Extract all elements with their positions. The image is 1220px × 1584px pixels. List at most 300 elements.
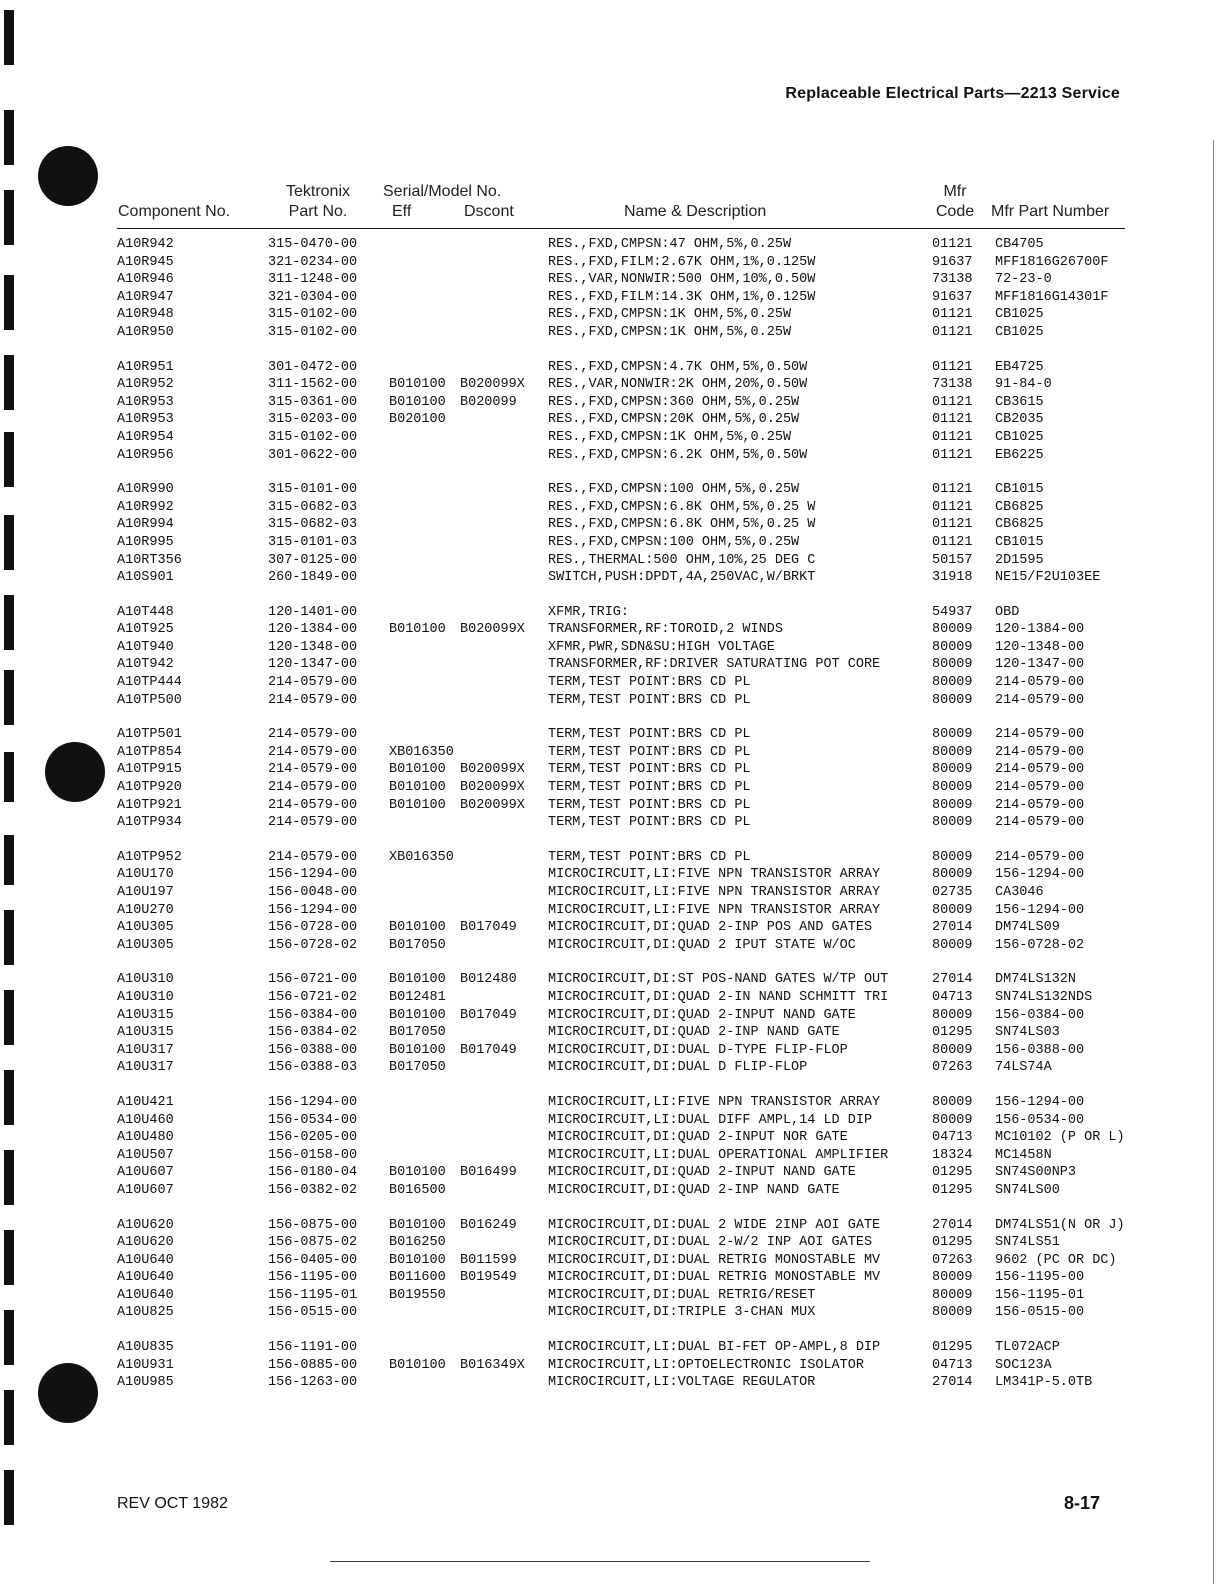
mfr-part-number: 214-0579-00 <box>995 849 1085 865</box>
tektronix-part-no: 156-0721-02 <box>268 989 358 1005</box>
bottom-rule <box>330 1561 870 1562</box>
tektronix-part-no: 307-0125-00 <box>268 552 358 568</box>
name-description: RES.,FXD,CMPSN:100 OHM,5%,0.25W <box>548 534 800 550</box>
mfr-code: 27014 <box>932 1375 973 1391</box>
table-row <box>0 1024 1220 1042</box>
name-description: TERM,TEST POINT:BRS CD PL <box>548 797 751 813</box>
header-divider <box>117 228 1125 229</box>
table-row <box>0 1304 1220 1322</box>
mfr-code: 54937 <box>932 604 973 620</box>
name-description: RES.,FXD,FILM:14.3K OHM,1%,0.125W <box>548 289 816 305</box>
component-no: A10U460 <box>117 1112 174 1128</box>
serial-eff: B017050 <box>389 1060 446 1076</box>
table-row <box>0 989 1220 1007</box>
mfr-code: 01121 <box>932 394 973 410</box>
mfr-code: 80009 <box>932 867 973 883</box>
tektronix-part-no: 156-0721-00 <box>268 972 358 988</box>
table-row <box>0 797 1220 815</box>
table-row <box>0 1164 1220 1182</box>
mfr-part-number: 120-1348-00 <box>995 639 1085 655</box>
tektronix-part-no: 214-0579-00 <box>268 762 358 778</box>
tektronix-part-no: 120-1384-00 <box>268 622 358 638</box>
parts-group <box>0 481 1220 587</box>
name-description: MICROCIRCUIT,DI:QUAD 2-INPUT NOR GATE <box>548 1130 848 1146</box>
name-description: XFMR,PWR,SDN&SU:HIGH VOLTAGE <box>548 639 775 655</box>
mfr-code: 07263 <box>932 1252 973 1268</box>
serial-dscont: B020099X <box>460 780 525 796</box>
mfr-part-number: SN74LS132NDS <box>995 989 1093 1005</box>
header-eff: Eff <box>392 203 412 220</box>
mfr-part-number: 156-0534-00 <box>995 1112 1085 1128</box>
serial-dscont: B016499 <box>460 1165 517 1181</box>
serial-eff: XB016350 <box>389 744 454 760</box>
mfr-part-number: 214-0579-00 <box>995 744 1085 760</box>
tektronix-part-no: 156-0180-04 <box>268 1165 358 1181</box>
header-serial-model: Serial/Model No. <box>383 183 502 200</box>
tektronix-part-no: 156-1294-00 <box>268 902 358 918</box>
mfr-part-number: LM341P-5.0TB <box>995 1375 1093 1391</box>
mfr-part-number: 156-0515-00 <box>995 1305 1085 1321</box>
tektronix-part-no: 156-0875-02 <box>268 1235 358 1251</box>
table-row <box>0 656 1220 674</box>
mfr-code: 80009 <box>932 1287 973 1303</box>
mfr-code: 80009 <box>932 639 973 655</box>
mfr-code: 04713 <box>932 1130 973 1146</box>
serial-eff: B010100 <box>389 622 446 638</box>
header-mfr-code <box>930 182 980 222</box>
component-no: A10U985 <box>117 1375 174 1391</box>
tektronix-part-no: 214-0579-00 <box>268 744 358 760</box>
tektronix-part-no: 120-1401-00 <box>268 604 358 620</box>
name-description: TRANSFORMER,RF:DRIVER SATURATING POT CORE <box>548 657 881 673</box>
mfr-code: 73138 <box>932 272 973 288</box>
mfr-code: 80009 <box>932 675 973 691</box>
mfr-code: 80009 <box>932 849 973 865</box>
table-row <box>0 1147 1220 1165</box>
component-no: A10TP501 <box>117 727 182 743</box>
table-row <box>0 1112 1220 1130</box>
serial-eff: B010100 <box>389 1042 446 1058</box>
mfr-code: 01121 <box>932 534 973 550</box>
name-description: RES.,FXD,CMPSN:4.7K OHM,5%,0.50W <box>548 359 808 375</box>
table-row <box>0 884 1220 902</box>
mfr-part-number: CB1025 <box>995 307 1044 323</box>
name-description: MICROCIRCUIT,DI:QUAD 2-INPUT NAND GATE <box>548 1165 856 1181</box>
name-description: TERM,TEST POINT:BRS CD PL <box>548 675 751 691</box>
tektronix-part-no: 156-0384-02 <box>268 1025 358 1041</box>
component-no: A10R948 <box>117 307 174 323</box>
name-description: MICROCIRCUIT,LI:VOLTAGE REGULATOR <box>548 1375 816 1391</box>
name-description: RES.,FXD,CMPSN:6.2K OHM,5%,0.50W <box>548 447 808 463</box>
name-description: MICROCIRCUIT,DI:DUAL D-TYPE FLIP-FLOP <box>548 1042 848 1058</box>
tektronix-part-no: 214-0579-00 <box>268 675 358 691</box>
header-tektronix-part <box>264 182 372 222</box>
tektronix-part-no: 214-0579-00 <box>268 692 358 708</box>
name-description: MICROCIRCUIT,LI:DUAL DIFF AMPL,14 LD DIP <box>548 1112 873 1128</box>
mfr-part-number: DM74LS132N <box>995 972 1077 988</box>
serial-dscont: B020099 <box>460 394 517 410</box>
mfr-part-number: SN74LS00 <box>995 1182 1060 1198</box>
table-row <box>0 1374 1220 1392</box>
table-row <box>0 692 1220 710</box>
component-no: A10U197 <box>117 885 174 900</box>
mfr-code: 27014 <box>932 920 973 936</box>
mfr-code: 01121 <box>932 324 973 340</box>
mfr-code: 50157 <box>932 552 973 568</box>
component-no: A10S901 <box>117 570 174 586</box>
name-description: RES.,FXD,CMPSN:100 OHM,5%,0.25W <box>548 482 800 498</box>
table-row <box>0 814 1220 832</box>
serial-dscont: B017049 <box>460 1042 517 1058</box>
page-title: Replaceable Electrical Parts—2213 Service <box>785 85 1120 102</box>
mfr-part-number: CB3615 <box>995 394 1044 410</box>
component-no: A10U480 <box>117 1130 174 1146</box>
serial-dscont: B012480 <box>460 972 517 988</box>
component-no: A10U507 <box>117 1147 174 1163</box>
component-no: A10TP934 <box>117 815 182 831</box>
mfr-part-number: SN74LS51 <box>995 1235 1060 1251</box>
name-description: TRANSFORMER,RF:TOROID,2 WINDS <box>548 622 783 638</box>
component-no: A10T940 <box>117 639 174 655</box>
tektronix-part-no: 120-1348-00 <box>268 639 358 655</box>
mfr-part-number: 214-0579-00 <box>995 727 1085 743</box>
component-no: A10U931 <box>117 1357 174 1373</box>
table-row <box>0 411 1220 429</box>
name-description: MICROCIRCUIT,DI:QUAD 2 IPUT STATE W/OC <box>548 937 856 953</box>
name-description: MICROCIRCUIT,DI:ST POS-NAND GATES W/TP OUT <box>548 972 889 988</box>
name-description: TERM,TEST POINT:BRS CD PL <box>548 849 751 865</box>
mfr-part-number: CB4705 <box>995 237 1044 252</box>
serial-eff: B016500 <box>389 1182 446 1198</box>
serial-eff: B011600 <box>389 1270 446 1286</box>
name-description: MICROCIRCUIT,LI:DUAL BI-FET OP-AMPL,8 DIP <box>548 1340 881 1356</box>
mfr-part-number: OBD <box>995 604 1020 620</box>
table-row <box>0 236 1220 254</box>
mfr-part-number: 74LS74A <box>995 1060 1052 1076</box>
component-no: A10R953 <box>117 394 174 410</box>
component-no: A10R956 <box>117 447 174 463</box>
name-description: RES.,FXD,CMPSN:1K OHM,5%,0.25W <box>548 307 792 323</box>
tektronix-part-no: 315-0470-00 <box>268 237 358 252</box>
tektronix-part-no: 311-1248-00 <box>268 272 358 288</box>
binder-mark <box>4 110 14 165</box>
table-row <box>0 481 1220 499</box>
mfr-part-number: SOC123A <box>995 1357 1052 1373</box>
component-no: A10U825 <box>117 1305 174 1321</box>
name-description: RES.,FXD,CMPSN:47 OHM,5%,0.25W <box>548 237 792 252</box>
tektronix-part-no: 156-1263-00 <box>268 1375 358 1391</box>
tektronix-part-no: 156-0728-02 <box>268 937 358 953</box>
serial-dscont: B020099X <box>460 377 525 393</box>
mfr-code: 80009 <box>932 1270 973 1286</box>
name-description: MICROCIRCUIT,DI:DUAL RETRIG MONOSTABLE MV <box>548 1252 881 1268</box>
parts-group <box>0 1339 1220 1392</box>
mfr-part-number: TL072ACP <box>995 1340 1060 1356</box>
component-no: A10U640 <box>117 1270 174 1286</box>
mfr-code: 04713 <box>932 989 973 1005</box>
name-description: MICROCIRCUIT,DI:DUAL D FLIP-FLOP <box>548 1060 808 1076</box>
serial-eff: B010100 <box>389 1007 446 1023</box>
component-no: A10R953 <box>117 412 174 428</box>
component-no: A10U310 <box>117 972 174 988</box>
mfr-code: 01121 <box>932 447 973 463</box>
component-no: A10U315 <box>117 1025 174 1041</box>
punch-hole <box>38 146 98 206</box>
table-row <box>0 866 1220 884</box>
mfr-code: 01295 <box>932 1165 973 1181</box>
mfr-code: 91637 <box>932 254 973 270</box>
tektronix-part-no: 156-0875-00 <box>268 1217 358 1233</box>
table-row <box>0 1217 1220 1235</box>
mfr-code: 27014 <box>932 1217 973 1233</box>
component-no: A10R946 <box>117 272 174 288</box>
component-no: A10R942 <box>117 237 174 252</box>
mfr-part-number: 9602 (PC OR DC) <box>995 1252 1117 1268</box>
component-no: A10U305 <box>117 920 174 936</box>
component-no: A10U607 <box>117 1182 174 1198</box>
serial-eff: B010100 <box>389 762 446 778</box>
tektronix-part-no: 156-1195-00 <box>268 1270 358 1286</box>
name-description: RES.,FXD,CMPSN:1K OHM,5%,0.25W <box>548 324 792 340</box>
component-no: A10R954 <box>117 429 174 445</box>
mfr-code: 01295 <box>932 1025 973 1041</box>
name-description: TERM,TEST POINT:BRS CD PL <box>548 780 751 796</box>
mfr-part-number: 156-0388-00 <box>995 1042 1085 1058</box>
mfr-code: 01121 <box>932 412 973 428</box>
page-number: 8-17 <box>1063 1493 1100 1513</box>
component-no: A10RT356 <box>117 552 182 568</box>
mfr-code: 80009 <box>932 744 973 760</box>
mfr-code: 80009 <box>932 1042 973 1058</box>
mfr-part-number: DM74LS09 <box>995 920 1060 936</box>
mfr-part-number: MC1458N <box>995 1147 1052 1163</box>
parts-group <box>0 236 1220 342</box>
serial-eff: B010100 <box>389 394 446 410</box>
name-description: MICROCIRCUIT,LI:FIVE NPN TRANSISTOR ARRAY <box>548 902 881 918</box>
table-row <box>0 1357 1220 1375</box>
table-row <box>0 621 1220 639</box>
tektronix-part-no: 214-0579-00 <box>268 780 358 796</box>
tektronix-part-no: 214-0579-00 <box>268 849 358 865</box>
tektronix-part-no: 315-0682-03 <box>268 517 358 533</box>
mfr-code: 91637 <box>932 289 973 305</box>
tektronix-part-no: 156-1191-00 <box>268 1340 358 1356</box>
parts-group <box>0 971 1220 1077</box>
table-row <box>0 516 1220 534</box>
component-no: A10T448 <box>117 604 174 620</box>
component-no: A10U835 <box>117 1340 174 1356</box>
mfr-part-number: CB6825 <box>995 499 1044 515</box>
mfr-part-number: 214-0579-00 <box>995 675 1085 691</box>
mfr-part-number: CB1025 <box>995 324 1044 340</box>
tektronix-part-no: 321-0304-00 <box>268 289 358 305</box>
tektronix-part-no: 156-0048-00 <box>268 885 358 900</box>
mfr-part-number: 214-0579-00 <box>995 692 1085 708</box>
tektronix-part-no: 301-0472-00 <box>268 359 358 375</box>
serial-dscont: B016349X <box>460 1357 525 1373</box>
tektronix-part-no: 315-0101-03 <box>268 534 358 550</box>
parts-group <box>0 1217 1220 1323</box>
mfr-part-number: CB1025 <box>995 429 1044 445</box>
table-row <box>0 639 1220 657</box>
table-row <box>0 1042 1220 1060</box>
mfr-code: 80009 <box>932 657 973 673</box>
mfr-part-number: MFF1816G14301F <box>995 289 1109 305</box>
name-description: TERM,TEST POINT:BRS CD PL <box>548 744 751 760</box>
serial-eff: B017050 <box>389 937 446 953</box>
mfr-code: 80009 <box>932 937 973 953</box>
serial-dscont: B011599 <box>460 1252 517 1268</box>
component-no: A10R945 <box>117 254 174 270</box>
mfr-code: 80009 <box>932 1305 973 1321</box>
component-no: A10R950 <box>117 324 174 340</box>
component-no: A10U270 <box>117 902 174 918</box>
mfr-part-number: NE15/F2U103EE <box>995 570 1101 586</box>
component-no: A10U640 <box>117 1287 174 1303</box>
header-mfr-line2: Code <box>935 203 975 220</box>
table-row <box>0 849 1220 867</box>
serial-eff: B010100 <box>389 797 446 813</box>
tektronix-part-no: 315-0101-00 <box>268 482 358 498</box>
component-no: A10R947 <box>117 289 174 305</box>
parts-list <box>0 236 1220 1409</box>
table-row <box>0 359 1220 377</box>
name-description: TERM,TEST POINT:BRS CD PL <box>548 815 751 831</box>
name-description: RES.,FXD,CMPSN:20K OHM,5%,0.25W <box>548 412 800 428</box>
component-no: A10TP500 <box>117 692 182 708</box>
serial-eff: B010100 <box>389 920 446 936</box>
table-row <box>0 744 1220 762</box>
mfr-part-number: 156-1294-00 <box>995 867 1085 883</box>
name-description: TERM,TEST POINT:BRS CD PL <box>548 692 751 708</box>
header-dscont: Dscont <box>464 203 514 220</box>
mfr-part-number: 156-1294-00 <box>995 902 1085 918</box>
mfr-part-number: 214-0579-00 <box>995 762 1085 778</box>
name-description: SWITCH,PUSH:DPDT,4A,250VAC,W/BRKT <box>548 570 816 586</box>
table-row <box>0 254 1220 272</box>
mfr-code: 01295 <box>932 1182 973 1198</box>
tektronix-part-no: 301-0622-00 <box>268 447 358 463</box>
name-description: XFMR,TRIG: <box>548 604 630 620</box>
component-no: A10R994 <box>117 517 174 533</box>
component-no: A10TP444 <box>117 675 182 691</box>
mfr-code: 80009 <box>932 797 973 813</box>
mfr-code: 80009 <box>932 692 973 708</box>
mfr-part-number: 91-84-0 <box>995 377 1052 393</box>
table-row <box>0 761 1220 779</box>
table-row <box>0 394 1220 412</box>
table-row <box>0 306 1220 324</box>
table-row <box>0 1059 1220 1077</box>
serial-dscont: B020099X <box>460 797 525 813</box>
name-description: TERM,TEST POINT:BRS CD PL <box>548 762 751 778</box>
tektronix-part-no: 214-0579-00 <box>268 727 358 743</box>
parts-group <box>0 604 1220 710</box>
tektronix-part-no: 311-1562-00 <box>268 377 358 393</box>
mfr-part-number: 120-1347-00 <box>995 657 1085 673</box>
table-row <box>0 971 1220 989</box>
table-row <box>0 289 1220 307</box>
name-description: MICROCIRCUIT,LI:FIVE NPN TRANSISTOR ARRAY <box>548 885 881 900</box>
tektronix-part-no: 156-1294-00 <box>268 867 358 883</box>
tektronix-part-no: 321-0234-00 <box>268 254 358 270</box>
mfr-code: 80009 <box>932 1007 973 1023</box>
mfr-code: 73138 <box>932 377 973 393</box>
serial-eff: B010100 <box>389 1165 446 1181</box>
name-description: MICROCIRCUIT,DI:DUAL 2 WIDE 2INP AOI GATE <box>548 1217 881 1233</box>
mfr-part-number: CA3046 <box>995 885 1044 900</box>
header-name-description: Name & Description <box>624 203 767 220</box>
serial-eff: B010100 <box>389 377 446 393</box>
serial-eff: B010100 <box>389 1357 446 1373</box>
mfr-part-number: 156-0384-00 <box>995 1007 1085 1023</box>
tektronix-part-no: 214-0579-00 <box>268 815 358 831</box>
serial-dscont: B020099X <box>460 762 525 778</box>
mfr-code: 01121 <box>932 237 973 252</box>
component-no: A10U170 <box>117 867 174 883</box>
tektronix-part-no: 156-0388-03 <box>268 1060 358 1076</box>
component-no: A10TP854 <box>117 744 182 760</box>
mfr-part-number: 214-0579-00 <box>995 815 1085 831</box>
name-description: MICROCIRCUIT,LI:FIVE NPN TRANSISTOR ARRAY <box>548 1094 881 1110</box>
tektronix-part-no: 156-0885-00 <box>268 1357 358 1373</box>
table-row <box>0 1129 1220 1147</box>
component-no: A10U620 <box>117 1235 174 1251</box>
mfr-part-number: MFF1816G26700F <box>995 254 1109 270</box>
mfr-code: 01295 <box>932 1340 973 1356</box>
serial-dscont: B019549 <box>460 1270 517 1286</box>
name-description: MICROCIRCUIT,LI:FIVE NPN TRANSISTOR ARRAY <box>548 867 881 883</box>
component-no: A10U310 <box>117 989 174 1005</box>
parts-group <box>0 726 1220 832</box>
serial-eff: XB016350 <box>389 849 454 865</box>
mfr-part-number: 156-1294-00 <box>995 1094 1085 1110</box>
name-description: MICROCIRCUIT,DI:DUAL RETRIG MONOSTABLE MV <box>548 1270 881 1286</box>
name-description: MICROCIRCUIT,DI:DUAL RETRIG/RESET <box>548 1287 816 1303</box>
component-no: A10TP920 <box>117 780 182 796</box>
component-no: A10R951 <box>117 359 174 375</box>
tektronix-part-no: 156-0388-00 <box>268 1042 358 1058</box>
mfr-part-number: EB6225 <box>995 447 1044 463</box>
table-row <box>0 1339 1220 1357</box>
tektronix-part-no: 260-1849-00 <box>268 570 358 586</box>
table-row <box>0 937 1220 955</box>
component-no: A10U607 <box>117 1165 174 1181</box>
tektronix-part-no: 156-0728-00 <box>268 920 358 936</box>
tektronix-part-no: 120-1347-00 <box>268 657 358 673</box>
mfr-code: 02735 <box>932 885 973 900</box>
table-row <box>0 1007 1220 1025</box>
component-no: A10R990 <box>117 482 174 498</box>
name-description: RES.,FXD,CMPSN:6.8K OHM,5%,0.25 W <box>548 517 816 533</box>
mfr-code: 27014 <box>932 972 973 988</box>
name-description: RES.,FXD,CMPSN:6.8K OHM,5%,0.25 W <box>548 499 816 515</box>
component-no: A10U640 <box>117 1252 174 1268</box>
tektronix-part-no: 156-0384-00 <box>268 1007 358 1023</box>
table-row <box>0 779 1220 797</box>
mfr-code: 04713 <box>932 1357 973 1373</box>
tektronix-part-no: 156-0158-00 <box>268 1147 358 1163</box>
table-row <box>0 1287 1220 1305</box>
tektronix-part-no: 156-1294-00 <box>268 1094 358 1110</box>
table-row <box>0 604 1220 622</box>
mfr-code: 80009 <box>932 1112 973 1128</box>
component-no: A10U620 <box>117 1217 174 1233</box>
name-description: MICROCIRCUIT,DI:QUAD 2-INP NAND GATE <box>548 1182 840 1198</box>
serial-eff: B010100 <box>389 780 446 796</box>
serial-eff: B012481 <box>389 989 446 1005</box>
header-mfr-part-number: Mfr Part Number <box>991 203 1110 220</box>
